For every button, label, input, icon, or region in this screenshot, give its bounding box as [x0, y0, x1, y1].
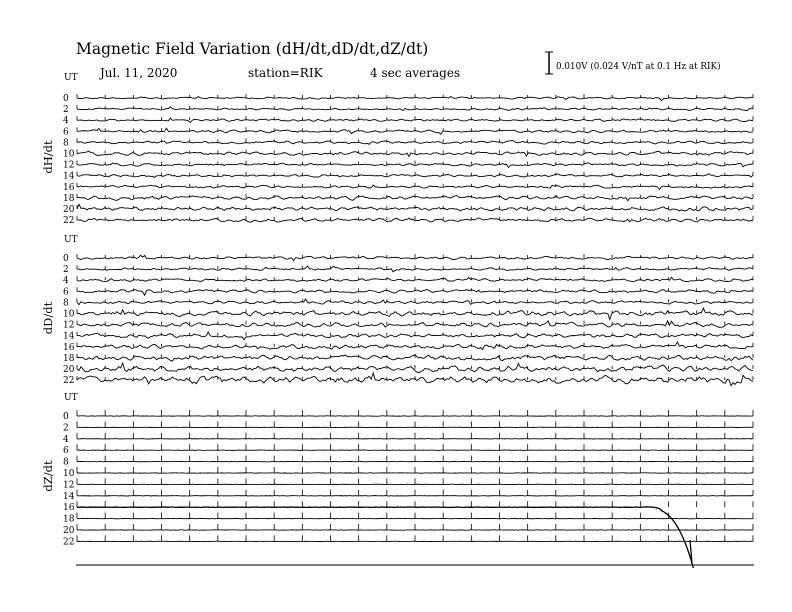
row-label: 22 — [63, 537, 75, 548]
row-label: 18 — [63, 353, 75, 364]
scale-bar — [545, 52, 553, 74]
panel-1 — [41, 235, 753, 386]
row-label: 0 — [63, 254, 69, 264]
row-label: 16 — [63, 503, 75, 514]
row-label: 12 — [63, 160, 75, 171]
row-label: 10 — [63, 149, 75, 160]
trace-row-18 — [77, 196, 753, 201]
row-label: 20 — [63, 205, 75, 215]
date-label: Jul. 11, 2020 — [100, 66, 178, 80]
trace-row-16 — [77, 507, 693, 568]
row-label: 16 — [63, 342, 75, 353]
row-label: 2 — [63, 105, 69, 116]
panel-ylabel: dH/dt — [41, 140, 55, 174]
row-label: 18 — [63, 193, 75, 204]
row-label: 22 — [63, 216, 75, 227]
panel-2 — [41, 393, 753, 568]
row-label: 4 — [63, 276, 69, 287]
trace-row-6 — [77, 289, 753, 295]
panel-0 — [41, 73, 753, 226]
figure-title: Magnetic Field Variation (dH/dt,dD/dt,dZ/dt) — [76, 40, 429, 58]
ut-label: UT — [64, 73, 78, 83]
row-label: 0 — [63, 94, 69, 104]
row-label: 6 — [63, 446, 69, 457]
scale-note: 0.010V (0.024 V/nT at 0.1 Hz at RIK) — [556, 62, 721, 72]
row-label: 14 — [63, 491, 75, 502]
row-label: 20 — [63, 365, 75, 375]
row-label: 6 — [63, 287, 69, 298]
row-label: 8 — [63, 457, 69, 468]
row-label: 6 — [63, 127, 69, 138]
station-label: station=RIK — [248, 66, 323, 80]
row-label: 2 — [63, 423, 69, 434]
averaging-label: 4 sec averages — [370, 66, 461, 80]
ut-label: UT — [64, 393, 78, 403]
row-label: 10 — [63, 469, 75, 479]
row-label: 0 — [63, 412, 69, 422]
ut-label: UT — [64, 235, 78, 245]
panel-ylabel: dZ/dt — [41, 460, 55, 492]
row-label: 8 — [63, 138, 69, 149]
row-label: 22 — [63, 376, 75, 387]
panel-ylabel: dD/dt — [41, 301, 55, 335]
row-label: 20 — [63, 526, 75, 536]
row-label: 4 — [63, 434, 69, 445]
row-label: 16 — [63, 182, 75, 193]
row-label: 14 — [63, 171, 75, 182]
row-label: 2 — [63, 265, 69, 276]
panels — [41, 73, 753, 568]
row-label: 4 — [63, 116, 69, 127]
row-label: 12 — [63, 480, 75, 491]
row-label: 12 — [63, 320, 75, 331]
row-label: 8 — [63, 298, 69, 309]
row-label: 10 — [63, 309, 75, 320]
row-label: 14 — [63, 331, 75, 342]
row-label: 18 — [63, 514, 75, 525]
